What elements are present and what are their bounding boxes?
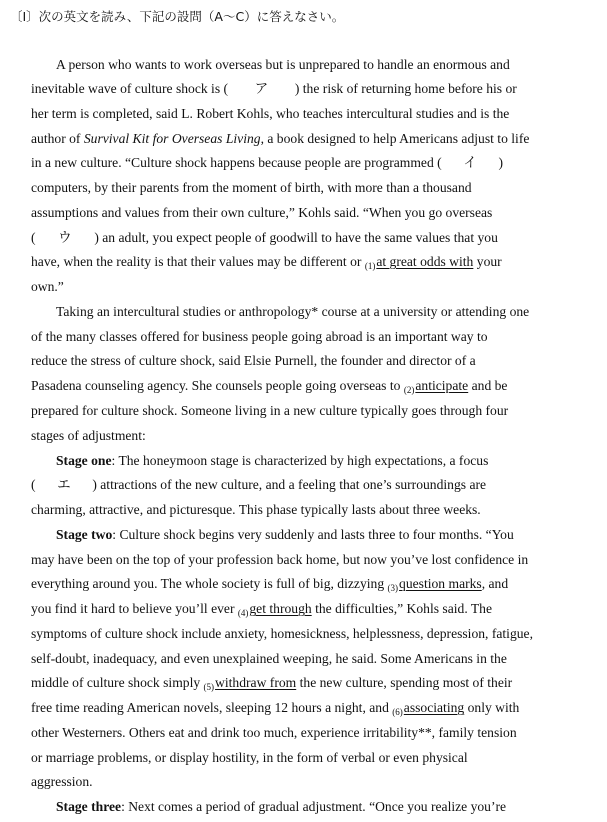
passage-line: aggression. [31,774,93,789]
passage-line: in a new culture. “Culture shock happens because people are programmed ( イ ) [31,155,504,170]
underlined-phrase-2: anticipate [415,378,469,393]
question-heading: 〔Ⅰ〕次の英文を読み、下記の設問（A～C）に答えなさい。 [10,9,345,24]
passage-line: A person who wants to work overseas but is unprepared to handle an enormous and [56,57,510,72]
passage-line: her term is completed, said L. Robert Kohls, who teaches intercultural studies and is the [31,106,510,121]
passage-line: Taking an intercultural studies or anthropology* course at a university or attending one [56,304,530,319]
passage-line: everything around you. The whole society is full of big, dizzying $_{(3)}$question marks, and [31,576,509,593]
passage-line: assumptions and values from their own culture,” Kohls said. “When you go overseas [31,205,493,220]
underlined-phrase-1: at great odds with [376,254,474,269]
passage-line: stages of adjustment: [31,428,146,443]
stage-label: Stage three [56,799,122,814]
passage-line: computers, by their parents from the moment of birth, with more than a thousand [31,180,472,195]
blank-a: ア [254,81,269,96]
passage-line: other Westerners. Others eat and drink too much, experience irritability**, family tension [31,725,517,740]
passage-line: Stage three: Next comes a period of gradual adjustment. “Once you realize you’re [56,799,507,814]
passage-line: middle of culture shock simply $_{(5)}$withdraw from the new culture, spending most of their [31,675,513,692]
passage-line: or marriage problems, or display hostility, in the form of verbal or even physical [31,750,468,765]
passage-line: have, when the reality is that their values may be different or $_{(1)}$at great odds with your [31,254,502,271]
passage-line: Stage one: The honeymoon stage is characterized by high expectations, a focus [56,453,489,468]
stage-label: Stage two [56,527,113,542]
passage-line: self-doubt, inadequacy, and even unexplained weeping, he said. Some Americans in the [31,651,507,666]
passage-line: Stage two: Culture shock begins very suddenly and lasts three to four months. “You [56,527,514,542]
blank-u: ウ [58,230,72,245]
passage-line: prepared for culture shock. Someone living in a new culture typically goes through four [31,403,509,418]
passage-line: you find it hard to believe you’ll ever $_{(4)}$get through the difficulties,” Kohls said. The [31,601,493,618]
passage-line: charming, attractive, and picturesque. This phase typically lasts about three weeks. [31,502,481,517]
passage-line: symptoms of culture shock include anxiety, homesickness, helplessness, depression, fatigue, [31,626,533,641]
underlined-phrase-6: associating [403,700,465,715]
book-title: Survival Kit for Overseas Living [83,131,261,146]
underlined-phrase-3: question marks [399,576,482,591]
passage-line: own.” [31,279,64,294]
blank-e: エ [57,477,71,492]
passage-line: free time reading American novels, sleeping 12 hours a night, and $_{(6)}$associating only with [31,700,520,717]
underlined-phrase-5: withdraw from [215,675,297,690]
passage-line: of the many classes offered for business people going abroad is an important way to [31,329,488,344]
passage-line: ( ウ ) an adult, you expect people of goodwill to have the same values that you [31,230,498,245]
underlined-phrase-4: get through [249,601,312,616]
passage-line: reduce the stress of culture shock, said Elsie Purnell, the founder and director of a [31,353,476,368]
passage-line: author of Survival Kit for Overseas Living, a book designed to help Americans adjust to life [31,131,530,146]
passage-line: inevitable wave of culture shock is ( ア ) the risk of returning home before his or [31,81,517,96]
passage-line: Pasadena counseling agency. She counsels people going overseas to $_{(2)}$anticipate and be [31,378,508,395]
passage-line: may have been on the top of your profession back home, but now you’ve lost confidence in [31,552,529,567]
passage-line: ( エ ) attractions of the new culture, and a feeling that one’s surroundings are [31,477,487,492]
blank-i: イ [463,155,477,170]
stage-label: Stage one [56,453,112,468]
